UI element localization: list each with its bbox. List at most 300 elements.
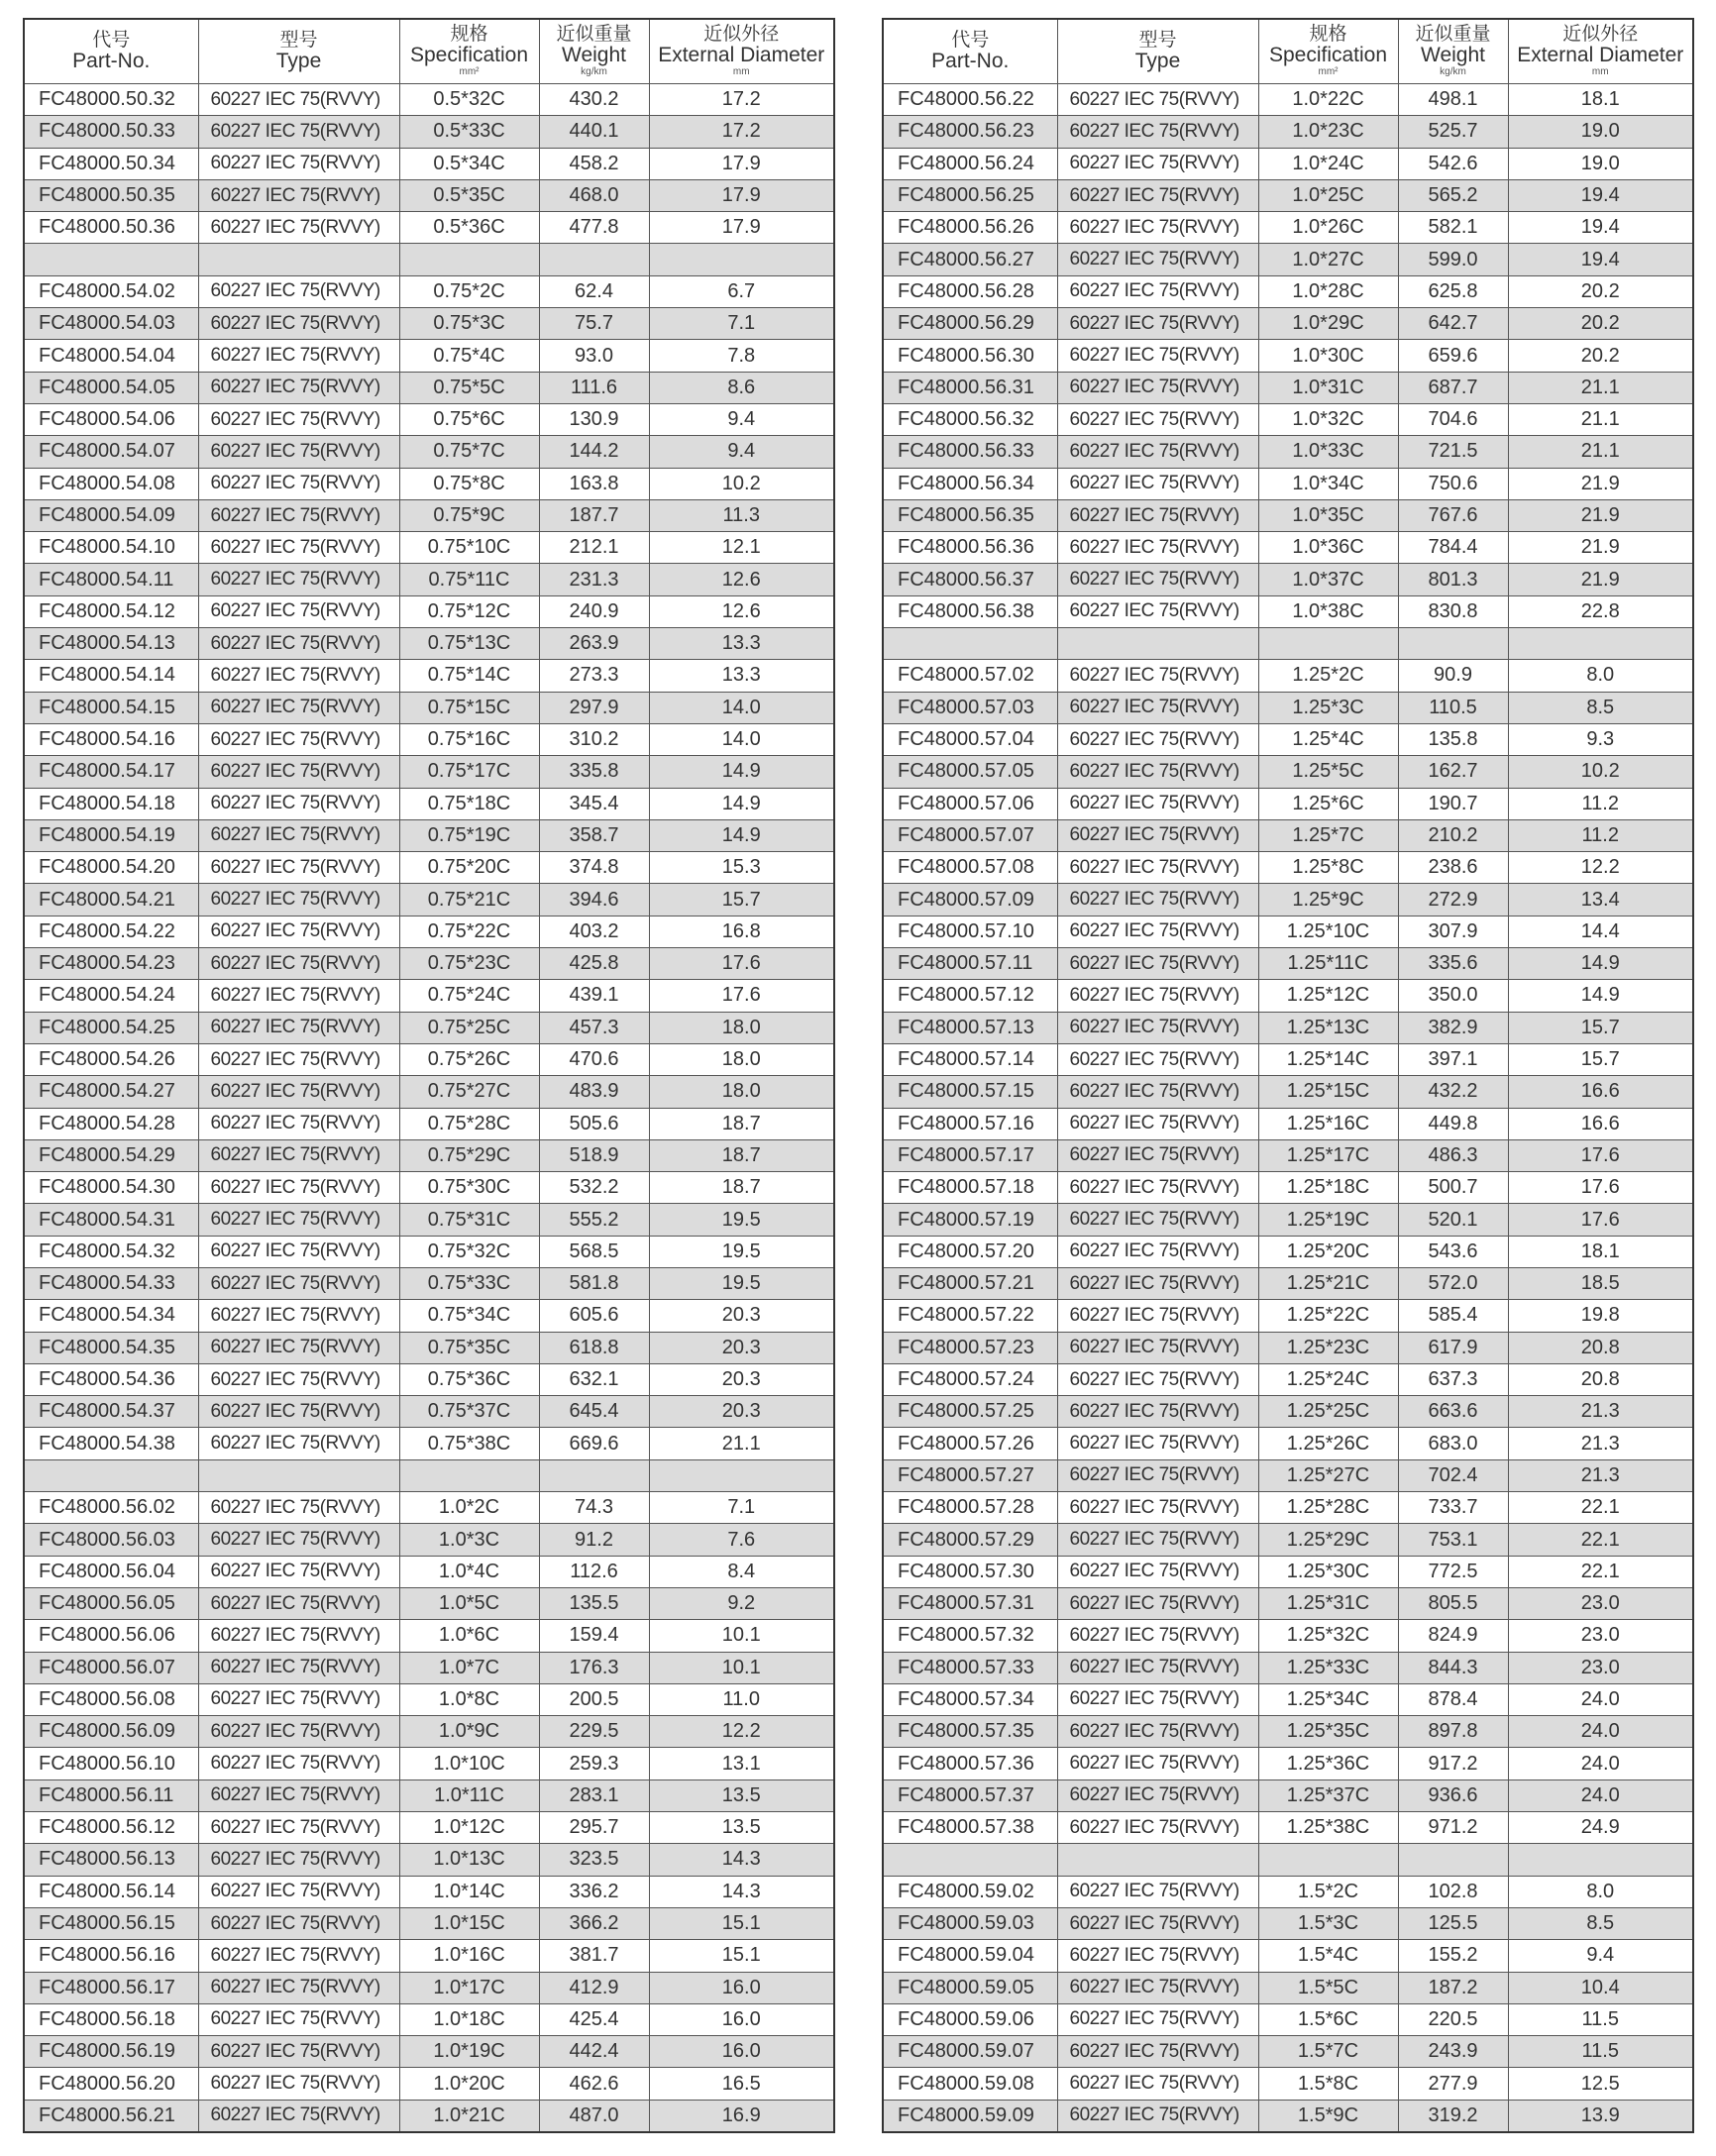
cell-weight: 155.2	[1398, 1940, 1508, 1972]
cell-external-diameter: 13.3	[649, 628, 834, 660]
cell-type: 60227 IEC 75(RVVY)	[1057, 1300, 1258, 1332]
cell-external-diameter: 21.9	[1508, 499, 1693, 531]
cell-specification: 1.5*4C	[1258, 1940, 1398, 1972]
cell-external-diameter: 14.0	[649, 723, 834, 755]
cell-part-no: FC48000.54.33	[24, 1267, 198, 1299]
empty-cell	[24, 1459, 198, 1491]
header-part-no: 代号 Part-No.	[24, 19, 198, 84]
cell-external-diameter: 21.3	[1508, 1459, 1693, 1491]
cell-external-diameter: 16.0	[649, 2036, 834, 2068]
cell-type: 60227 IEC 75(RVVY)	[198, 1652, 399, 1683]
cell-specification: 0.75*32C	[399, 1236, 539, 1267]
cell-part-no: FC48000.56.26	[883, 212, 1057, 244]
cell-weight: 358.7	[539, 819, 649, 851]
cell-type: 60227 IEC 75(RVVY)	[198, 436, 399, 468]
cell-weight: 784.4	[1398, 532, 1508, 564]
table-row	[883, 2068, 1693, 2100]
cell-specification: 1.0*31C	[1258, 372, 1398, 403]
cell-part-no: FC48000.54.09	[24, 499, 198, 531]
cell-weight: 310.2	[539, 723, 649, 755]
cell-specification: 0.75*7C	[399, 436, 539, 468]
table-row	[24, 116, 834, 148]
cell-specification: 0.75*28C	[399, 1108, 539, 1139]
table-row	[24, 1779, 834, 1811]
cell-weight: 702.4	[1398, 1459, 1508, 1491]
table-row	[24, 1652, 834, 1683]
table-row	[883, 852, 1693, 884]
table-row	[24, 1428, 834, 1459]
cell-part-no: FC48000.57.04	[883, 723, 1057, 755]
cell-type: 60227 IEC 75(RVVY)	[1057, 595, 1258, 627]
cell-specification: 1.0*24C	[1258, 148, 1398, 179]
cell-weight: 470.6	[539, 1043, 649, 1075]
cell-type: 60227 IEC 75(RVVY)	[1057, 1204, 1258, 1236]
cell-type: 60227 IEC 75(RVVY)	[198, 2003, 399, 2035]
table-row	[883, 1556, 1693, 1587]
cell-external-diameter: 11.5	[1508, 2003, 1693, 2035]
table-row	[883, 1940, 1693, 1972]
cell-external-diameter: 18.0	[649, 1076, 834, 1108]
table-row	[24, 275, 834, 307]
cell-weight: 525.7	[1398, 116, 1508, 148]
cell-type: 60227 IEC 75(RVVY)	[198, 308, 399, 340]
cell-part-no: FC48000.54.27	[24, 1076, 198, 1108]
table-row	[883, 1812, 1693, 1844]
table-row	[883, 1907, 1693, 1939]
cell-weight: 532.2	[539, 1172, 649, 1204]
cell-specification: 1.0*7C	[399, 1652, 539, 1683]
cell-type: 60227 IEC 75(RVVY)	[1057, 1556, 1258, 1587]
empty-cell	[1258, 628, 1398, 660]
cell-part-no: FC48000.54.24	[24, 980, 198, 1012]
cell-external-diameter: 16.0	[649, 1972, 834, 2003]
cell-specification: 0.75*30C	[399, 1172, 539, 1204]
cell-specification: 1.0*35C	[1258, 499, 1398, 531]
cell-external-diameter: 20.3	[649, 1396, 834, 1428]
cell-external-diameter: 24.0	[1508, 1748, 1693, 1779]
cell-weight: 295.7	[539, 1812, 649, 1844]
cell-part-no: FC48000.54.14	[24, 660, 198, 692]
cell-type: 60227 IEC 75(RVVY)	[198, 564, 399, 595]
cell-external-diameter: 15.1	[649, 1940, 834, 1972]
cell-specification: 1.5*6C	[1258, 2003, 1398, 2035]
empty-cell	[1508, 1844, 1693, 1876]
cell-weight: 971.2	[1398, 1812, 1508, 1844]
cell-specification: 1.25*4C	[1258, 723, 1398, 755]
cell-specification: 0.5*36C	[399, 212, 539, 244]
left-table-container	[23, 18, 835, 2133]
cell-specification: 0.75*26C	[399, 1043, 539, 1075]
cell-type: 60227 IEC 75(RVVY)	[198, 372, 399, 403]
cell-external-diameter: 19.5	[649, 1204, 834, 1236]
empty-cell	[198, 1459, 399, 1491]
cell-part-no: FC48000.54.32	[24, 1236, 198, 1267]
cell-external-diameter: 18.7	[649, 1172, 834, 1204]
cell-external-diameter: 11.3	[649, 499, 834, 531]
cell-external-diameter: 16.6	[1508, 1076, 1693, 1108]
cell-external-diameter: 21.3	[1508, 1396, 1693, 1428]
cell-specification: 0.75*35C	[399, 1332, 539, 1363]
cell-weight: 374.8	[539, 852, 649, 884]
cell-external-diameter: 24.0	[1508, 1683, 1693, 1715]
cell-part-no: FC48000.56.02	[24, 1492, 198, 1524]
table-row	[883, 1748, 1693, 1779]
cell-weight: 91.2	[539, 1524, 649, 1556]
cell-external-diameter: 22.1	[1508, 1556, 1693, 1587]
cell-weight: 637.3	[1398, 1363, 1508, 1395]
cell-type: 60227 IEC 75(RVVY)	[198, 2068, 399, 2100]
table-row	[883, 1043, 1693, 1075]
cell-type: 60227 IEC 75(RVVY)	[1057, 1748, 1258, 1779]
table-row	[24, 1876, 834, 1907]
cell-type: 60227 IEC 75(RVVY)	[1057, 948, 1258, 980]
table-row	[24, 308, 834, 340]
cell-external-diameter: 12.6	[649, 595, 834, 627]
cell-part-no: FC48000.57.07	[883, 819, 1057, 851]
cell-part-no: FC48000.57.17	[883, 1139, 1057, 1171]
cell-weight: 458.2	[539, 148, 649, 179]
table-row	[24, 1972, 834, 2003]
table-row	[883, 532, 1693, 564]
cell-external-diameter: 10.1	[649, 1620, 834, 1652]
cell-type: 60227 IEC 75(RVVY)	[198, 1428, 399, 1459]
right-table-body	[883, 84, 1693, 2133]
cell-specification: 1.0*22C	[1258, 84, 1398, 116]
cell-type: 60227 IEC 75(RVVY)	[198, 1556, 399, 1587]
cell-weight: 319.2	[1398, 2100, 1508, 2132]
cell-external-diameter: 11.5	[1508, 2036, 1693, 2068]
cell-weight: 824.9	[1398, 1620, 1508, 1652]
cell-part-no: FC48000.50.36	[24, 212, 198, 244]
cell-specification: 1.0*12C	[399, 1812, 539, 1844]
table-row	[883, 1428, 1693, 1459]
table-row	[24, 595, 834, 627]
cell-type: 60227 IEC 75(RVVY)	[198, 1396, 399, 1428]
table-header-row	[883, 19, 1693, 84]
cell-type: 60227 IEC 75(RVVY)	[198, 1076, 399, 1108]
cell-specification: 1.25*33C	[1258, 1652, 1398, 1683]
table-row	[883, 372, 1693, 403]
cell-part-no: FC48000.59.04	[883, 1940, 1057, 1972]
cell-part-no: FC48000.50.33	[24, 116, 198, 148]
cell-specification: 0.5*33C	[399, 116, 539, 148]
cell-weight: 159.4	[539, 1620, 649, 1652]
table-row	[24, 1332, 834, 1363]
cell-specification: 1.25*37C	[1258, 1779, 1398, 1811]
cell-type: 60227 IEC 75(RVVY)	[1057, 340, 1258, 372]
cell-weight: 187.7	[539, 499, 649, 531]
table-row	[24, 1748, 834, 1779]
cell-external-diameter: 13.9	[1508, 2100, 1693, 2132]
cell-part-no: FC48000.57.15	[883, 1076, 1057, 1108]
cell-external-diameter: 19.0	[1508, 116, 1693, 148]
cell-type: 60227 IEC 75(RVVY)	[198, 468, 399, 499]
cell-part-no: FC48000.57.33	[883, 1652, 1057, 1683]
cell-weight: 440.1	[539, 116, 649, 148]
cell-part-no: FC48000.57.24	[883, 1363, 1057, 1395]
cell-weight: 162.7	[1398, 756, 1508, 788]
cell-weight: 753.1	[1398, 1524, 1508, 1556]
header-weight: 近似重量 Weight kg/km	[1398, 19, 1508, 84]
cell-specification: 1.0*27C	[1258, 244, 1398, 275]
cell-part-no: FC48000.56.04	[24, 1556, 198, 1587]
cell-external-diameter: 16.8	[649, 916, 834, 947]
cell-weight: 93.0	[539, 340, 649, 372]
cell-external-diameter: 18.7	[649, 1139, 834, 1171]
cell-specification: 0.75*2C	[399, 275, 539, 307]
cell-part-no: FC48000.54.19	[24, 819, 198, 851]
empty-cell	[1508, 628, 1693, 660]
cell-weight: 263.9	[539, 628, 649, 660]
cell-part-no: FC48000.59.08	[883, 2068, 1057, 2100]
cell-weight: 259.3	[539, 1748, 649, 1779]
cell-part-no: FC48000.54.15	[24, 692, 198, 723]
cell-type: 60227 IEC 75(RVVY)	[198, 948, 399, 980]
table-row	[883, 1459, 1693, 1491]
cell-specification: 0.75*16C	[399, 723, 539, 755]
table-row	[24, 1300, 834, 1332]
cell-specification: 0.75*23C	[399, 948, 539, 980]
cell-type: 60227 IEC 75(RVVY)	[198, 1907, 399, 1939]
cell-part-no: FC48000.56.13	[24, 1844, 198, 1876]
table-row	[24, 84, 834, 116]
cell-specification: 1.25*34C	[1258, 1683, 1398, 1715]
empty-cell	[883, 1844, 1057, 1876]
cell-type: 60227 IEC 75(RVVY)	[1057, 1652, 1258, 1683]
cell-external-diameter: 6.7	[649, 275, 834, 307]
cell-type: 60227 IEC 75(RVVY)	[198, 1972, 399, 2003]
cell-external-diameter: 20.3	[649, 1300, 834, 1332]
table-row	[24, 819, 834, 851]
cell-specification: 0.75*36C	[399, 1363, 539, 1395]
table-row	[24, 1267, 834, 1299]
cell-weight: 805.5	[1398, 1587, 1508, 1619]
table-row	[883, 1524, 1693, 1556]
cell-specification: 1.25*38C	[1258, 1812, 1398, 1844]
table-row	[24, 468, 834, 499]
cell-external-diameter: 15.7	[649, 884, 834, 916]
cell-specification: 1.5*8C	[1258, 2068, 1398, 2100]
empty-cell	[883, 628, 1057, 660]
cell-weight: 273.3	[539, 660, 649, 692]
cell-external-diameter: 20.2	[1508, 275, 1693, 307]
cell-part-no: FC48000.54.21	[24, 884, 198, 916]
table-row	[883, 1300, 1693, 1332]
cell-type: 60227 IEC 75(RVVY)	[198, 1716, 399, 1748]
cell-type: 60227 IEC 75(RVVY)	[198, 1332, 399, 1363]
cell-type: 60227 IEC 75(RVVY)	[198, 179, 399, 211]
cell-part-no: FC48000.56.24	[883, 148, 1057, 179]
cell-weight: 135.5	[539, 1587, 649, 1619]
cell-part-no: FC48000.57.25	[883, 1396, 1057, 1428]
cell-type: 60227 IEC 75(RVVY)	[1057, 1907, 1258, 1939]
cell-specification: 1.0*4C	[399, 1556, 539, 1587]
table-row	[883, 1876, 1693, 1907]
cell-type: 60227 IEC 75(RVVY)	[1057, 1972, 1258, 2003]
header-type: 型号 Type	[198, 19, 399, 84]
cell-specification: 0.75*17C	[399, 756, 539, 788]
table-row	[24, 1012, 834, 1043]
header-external-diameter: 近似外径 External Diameter mm	[649, 19, 834, 84]
cell-type: 60227 IEC 75(RVVY)	[198, 595, 399, 627]
cell-part-no: FC48000.57.36	[883, 1748, 1057, 1779]
table-row	[24, 1172, 834, 1204]
cell-type: 60227 IEC 75(RVVY)	[198, 819, 399, 851]
cell-type: 60227 IEC 75(RVVY)	[1057, 244, 1258, 275]
cell-part-no: FC48000.57.11	[883, 948, 1057, 980]
cell-type: 60227 IEC 75(RVVY)	[1057, 884, 1258, 916]
cell-specification: 1.0*5C	[399, 1587, 539, 1619]
cell-type: 60227 IEC 75(RVVY)	[198, 628, 399, 660]
cell-part-no: FC48000.57.06	[883, 788, 1057, 819]
cell-specification: 1.0*6C	[399, 1620, 539, 1652]
cell-specification: 1.0*2C	[399, 1492, 539, 1524]
table-row	[24, 660, 834, 692]
cell-external-diameter: 11.2	[1508, 819, 1693, 851]
table-row	[883, 179, 1693, 211]
cell-external-diameter: 21.9	[1508, 532, 1693, 564]
cell-external-diameter: 14.0	[649, 692, 834, 723]
cell-weight: 439.1	[539, 980, 649, 1012]
table-row	[883, 723, 1693, 755]
cell-type: 60227 IEC 75(RVVY)	[1057, 436, 1258, 468]
cell-part-no: FC48000.59.03	[883, 1907, 1057, 1939]
cell-weight: 462.6	[539, 2068, 649, 2100]
cell-external-diameter: 15.7	[1508, 1012, 1693, 1043]
cell-specification: 1.25*3C	[1258, 692, 1398, 723]
table-row	[24, 372, 834, 403]
table-row	[883, 340, 1693, 372]
cell-weight: 220.5	[1398, 2003, 1508, 2035]
table-row	[883, 1587, 1693, 1619]
cell-part-no: FC48000.56.33	[883, 436, 1057, 468]
cell-specification: 0.75*13C	[399, 628, 539, 660]
cell-specification: 1.25*23C	[1258, 1332, 1398, 1363]
cell-external-diameter: 22.1	[1508, 1492, 1693, 1524]
cell-type: 60227 IEC 75(RVVY)	[1057, 212, 1258, 244]
cell-external-diameter: 21.1	[1508, 372, 1693, 403]
cell-part-no: FC48000.54.17	[24, 756, 198, 788]
table-row	[24, 499, 834, 531]
table-row	[883, 1108, 1693, 1139]
cell-type: 60227 IEC 75(RVVY)	[1057, 564, 1258, 595]
cell-type: 60227 IEC 75(RVVY)	[198, 916, 399, 947]
table-row	[883, 84, 1693, 116]
cell-part-no: FC48000.56.30	[883, 340, 1057, 372]
cell-specification: 1.0*34C	[1258, 468, 1398, 499]
cell-weight: 830.8	[1398, 595, 1508, 627]
table-row	[883, 1779, 1693, 1811]
cell-weight: 336.2	[539, 1876, 649, 1907]
cell-part-no: FC48000.57.19	[883, 1204, 1057, 1236]
table-spacer-row	[883, 628, 1693, 660]
cell-specification: 1.0*21C	[399, 2100, 539, 2132]
cell-type: 60227 IEC 75(RVVY)	[198, 1587, 399, 1619]
cell-weight: 449.8	[1398, 1108, 1508, 1139]
header-external-diameter: 近似外径 External Diameter mm	[1508, 19, 1693, 84]
cell-weight: 585.4	[1398, 1300, 1508, 1332]
cell-specification: 0.75*37C	[399, 1396, 539, 1428]
cell-specification: 0.75*20C	[399, 852, 539, 884]
cell-external-diameter: 12.2	[1508, 852, 1693, 884]
cell-weight: 335.8	[539, 756, 649, 788]
cell-part-no: FC48000.54.07	[24, 436, 198, 468]
cell-weight: 632.1	[539, 1363, 649, 1395]
cell-specification: 1.25*32C	[1258, 1620, 1398, 1652]
cell-part-no: FC48000.57.38	[883, 1812, 1057, 1844]
cell-external-diameter: 15.7	[1508, 1043, 1693, 1075]
cell-part-no: FC48000.59.02	[883, 1876, 1057, 1907]
cell-specification: 1.25*15C	[1258, 1076, 1398, 1108]
cell-part-no: FC48000.56.11	[24, 1779, 198, 1811]
table-row	[24, 403, 834, 435]
cell-weight: 382.9	[1398, 1012, 1508, 1043]
cell-part-no: FC48000.56.20	[24, 2068, 198, 2100]
cell-external-diameter: 20.2	[1508, 308, 1693, 340]
cell-external-diameter: 18.0	[649, 1043, 834, 1075]
cell-specification: 1.25*8C	[1258, 852, 1398, 884]
table-row	[24, 756, 834, 788]
cell-part-no: FC48000.57.18	[883, 1172, 1057, 1204]
cell-part-no: FC48000.57.21	[883, 1267, 1057, 1299]
cell-specification: 0.75*31C	[399, 1204, 539, 1236]
cell-part-no: FC48000.56.29	[883, 308, 1057, 340]
cell-weight: 555.2	[539, 1204, 649, 1236]
cell-type: 60227 IEC 75(RVVY)	[1057, 756, 1258, 788]
cell-type: 60227 IEC 75(RVVY)	[198, 1876, 399, 1907]
cell-weight: 581.8	[539, 1267, 649, 1299]
cell-part-no: FC48000.54.35	[24, 1332, 198, 1363]
cell-weight: 394.6	[539, 884, 649, 916]
cell-external-diameter: 8.6	[649, 372, 834, 403]
cell-type: 60227 IEC 75(RVVY)	[1057, 2100, 1258, 2132]
table-row	[24, 2100, 834, 2132]
cell-type: 60227 IEC 75(RVVY)	[198, 499, 399, 531]
table-row	[24, 1683, 834, 1715]
cell-specification: 1.0*20C	[399, 2068, 539, 2100]
table-row	[883, 403, 1693, 435]
cell-weight: 231.3	[539, 564, 649, 595]
cell-specification: 1.0*10C	[399, 1748, 539, 1779]
cell-weight: 297.9	[539, 692, 649, 723]
table-row	[883, 1172, 1693, 1204]
cell-specification: 0.75*5C	[399, 372, 539, 403]
table-spacer-row	[883, 1844, 1693, 1876]
cell-specification: 1.25*13C	[1258, 1012, 1398, 1043]
table-row	[24, 852, 834, 884]
cell-specification: 0.75*9C	[399, 499, 539, 531]
cell-weight: 683.0	[1398, 1428, 1508, 1459]
cell-type: 60227 IEC 75(RVVY)	[198, 1683, 399, 1715]
cell-weight: 62.4	[539, 275, 649, 307]
table-row	[883, 1363, 1693, 1395]
table-row	[24, 1907, 834, 1939]
cell-weight: 190.7	[1398, 788, 1508, 819]
table-row	[24, 1844, 834, 1876]
cell-weight: 307.9	[1398, 916, 1508, 947]
cell-specification: 1.0*14C	[399, 1876, 539, 1907]
cell-external-diameter: 7.8	[649, 340, 834, 372]
table-row	[883, 212, 1693, 244]
cell-type: 60227 IEC 75(RVVY)	[1057, 148, 1258, 179]
cell-part-no: FC48000.54.16	[24, 723, 198, 755]
cell-part-no: FC48000.57.12	[883, 980, 1057, 1012]
cell-external-diameter: 17.2	[649, 84, 834, 116]
cell-weight: 272.9	[1398, 884, 1508, 916]
cell-type: 60227 IEC 75(RVVY)	[1057, 916, 1258, 947]
cell-specification: 0.5*35C	[399, 179, 539, 211]
cell-specification: 0.75*34C	[399, 1300, 539, 1332]
